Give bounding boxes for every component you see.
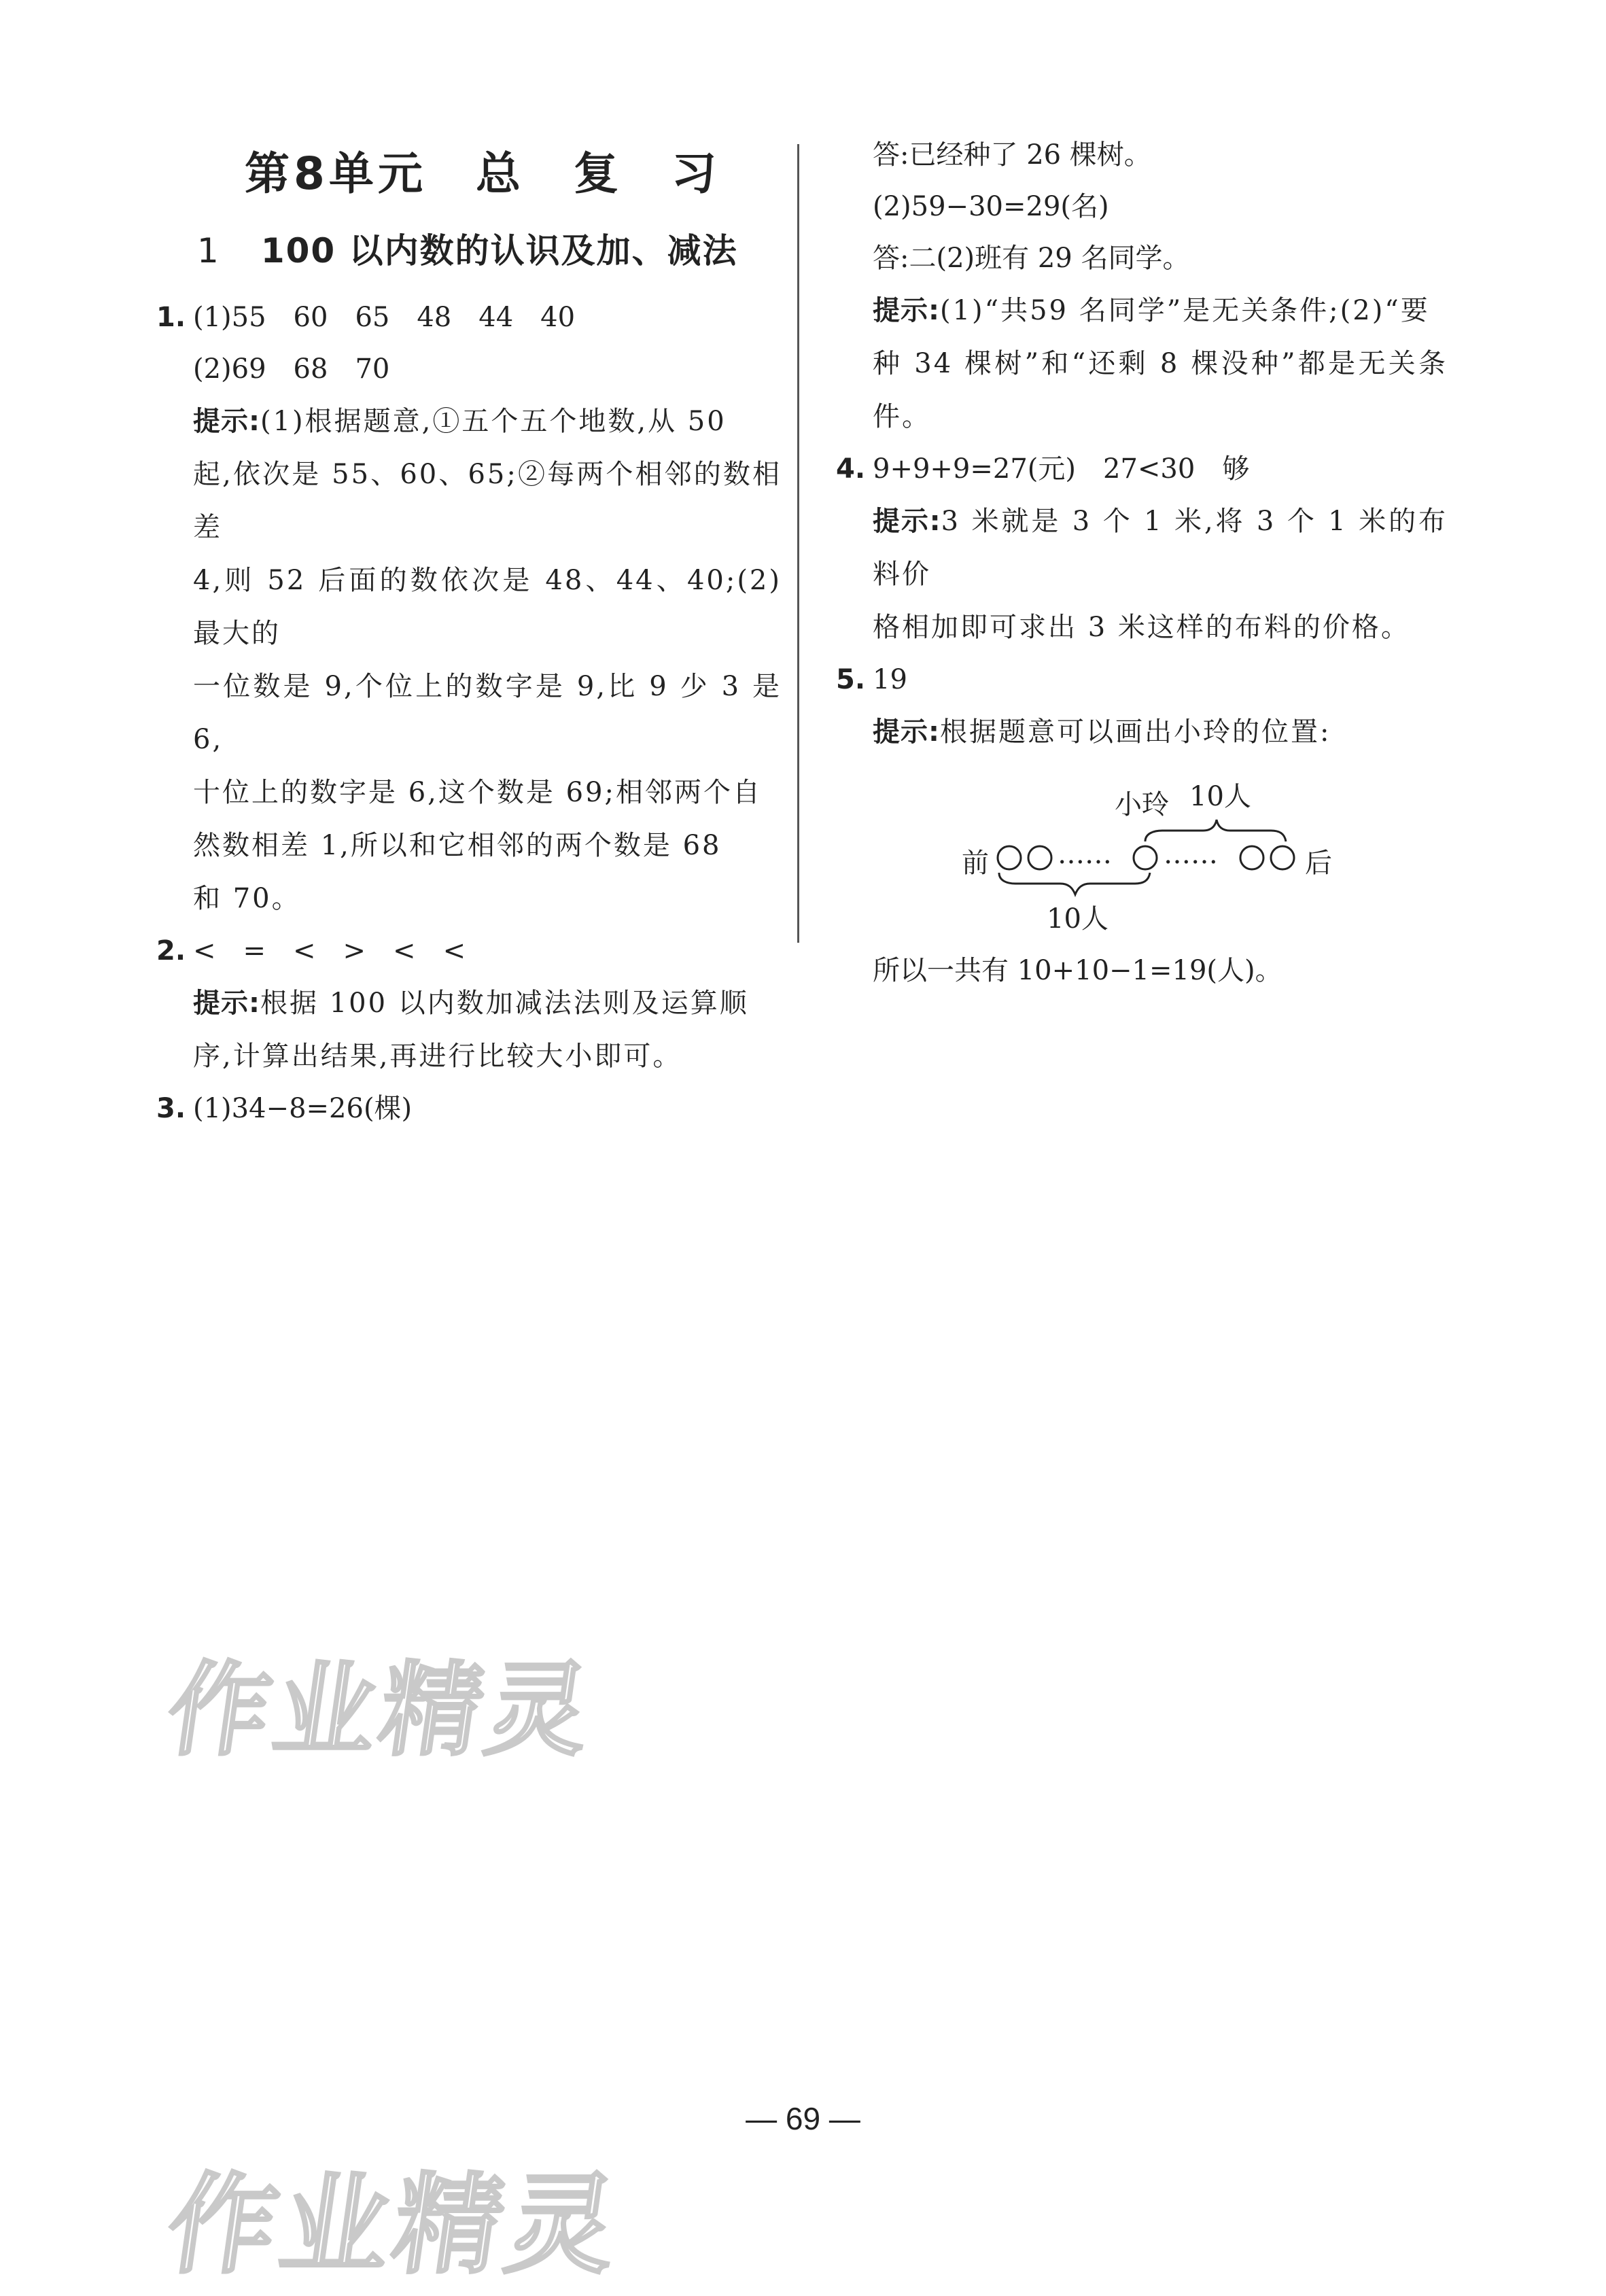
watermark: 作业精灵 [159, 2161, 629, 2289]
question-1-answer-2: (2)69 68 70 [193, 353, 390, 385]
bottom-count-label: 10人 [1047, 903, 1109, 935]
top-count-label: 10人 [1189, 781, 1251, 812]
answer-line: (2)59−30=29(名) [873, 191, 1109, 222]
question-3-number: 3. [156, 1093, 186, 1124]
hint-line: 一位数是 9,个位上的数字是 9,比 9 少 3 是 6, [193, 671, 782, 755]
hint-line: 4,则 52 后面的数依次是 48、44、40;(2)最大的 [193, 565, 782, 649]
watermark: 作业精灵 [160, 1652, 601, 1770]
question-4 [836, 443, 1448, 495]
ellipsis-left: …… [1058, 839, 1112, 870]
question-5-number: 5. [836, 664, 866, 695]
person-circle [1028, 846, 1051, 869]
bottom-brace [999, 873, 1150, 894]
left-column [156, 129, 782, 1134]
hint-line [873, 495, 1448, 601]
person-circle [1271, 846, 1294, 869]
xiaoling-circle [1134, 846, 1157, 869]
section-number: 1 [197, 231, 220, 271]
section-title [197, 224, 782, 273]
page-number: — 69 — [746, 2101, 860, 2136]
person-circle [998, 846, 1021, 869]
hint-text: (1)根据题意,①五个五个地数,从 50 [260, 406, 727, 437]
hint-text: 根据 100 以内数加减法法则及运算顺 [260, 988, 749, 1019]
hint-line: 和 70。 [193, 883, 301, 914]
question-2-hint [156, 977, 782, 1083]
answer-line: 答:二(2)班有 29 名同学。 [873, 243, 1190, 274]
unit-title: 第8单元 总 复 习 [245, 147, 720, 200]
ellipsis-right: …… [1164, 839, 1218, 870]
queue-diagram [836, 763, 1448, 939]
hint-label: 提示: [193, 988, 260, 1019]
section-title-text: 100 以内数的认识及加、减法 [260, 231, 738, 271]
question-1-hint [156, 395, 782, 925]
right-column [836, 129, 1448, 996]
front-label: 前 [962, 848, 989, 879]
question-5-answer: 19 [873, 664, 907, 695]
question-3-hint [836, 284, 1448, 443]
person-circle [1240, 846, 1263, 869]
column-divider [797, 144, 799, 943]
hint-line [193, 395, 782, 448]
hint-line: 种 34 棵树”和“还剩 8 棵没种”都是无关条件。 [873, 348, 1448, 432]
hint-line [873, 284, 1448, 337]
question-1-number: 1. [156, 302, 186, 333]
question-1-answer-1: (1)55 60 65 48 44 40 [193, 302, 576, 333]
question-4-answer: 9+9+9=27(元) 27<30 够 [873, 453, 1250, 485]
question-1 [156, 292, 782, 343]
question-5-hint [836, 706, 1448, 759]
question-5 [836, 654, 1448, 706]
hint-line: 格相加即可求出 3 米这样的布料的价格。 [873, 612, 1410, 643]
question-2-number: 2. [156, 935, 186, 967]
question-2-answer: < = < > < < [193, 935, 466, 967]
hint-line: 十位上的数字是 6,这个数是 69;相邻两个自 [193, 777, 762, 808]
hint-line [193, 977, 782, 1030]
hint-text: (1)“共59 名同学”是无关条件;(2)“要 [940, 295, 1430, 326]
back-label: 后 [1305, 848, 1332, 879]
question-1-answer-2-row [156, 343, 782, 395]
hint-label: 提示: [193, 406, 260, 437]
hint-line: 起,依次是 55、60、65;②每两个相邻的数相差 [193, 459, 782, 543]
question-4-number: 4. [836, 453, 866, 485]
question-5-conclusion: 所以一共有 10+10−1=19(人)。 [873, 955, 1282, 986]
hint-line: 然数相差 1,所以和它相邻的两个数是 68 [193, 830, 722, 861]
hint-label: 提示: [873, 506, 941, 537]
hint-label: 提示: [873, 295, 940, 326]
hint-line: 序,计算出结果,再进行比较大小即可。 [193, 1041, 682, 1072]
question-4-hint [836, 495, 1448, 654]
hint-text: 根据题意可以画出小玲的位置: [940, 716, 1331, 748]
hint-label: 提示: [873, 716, 940, 748]
xiaoling-label: 小玲 [1115, 789, 1169, 820]
question-3-answer: (1)34−8=26(棵) [193, 1093, 413, 1124]
hint-line [873, 706, 1448, 759]
question-3 [156, 1083, 782, 1134]
hint-text: 3 米就是 3 个 1 米,将 3 个 1 米的布料价 [873, 506, 1448, 590]
question-2 [156, 925, 782, 977]
answer-line: 答:已经种了 26 棵树。 [873, 139, 1151, 171]
